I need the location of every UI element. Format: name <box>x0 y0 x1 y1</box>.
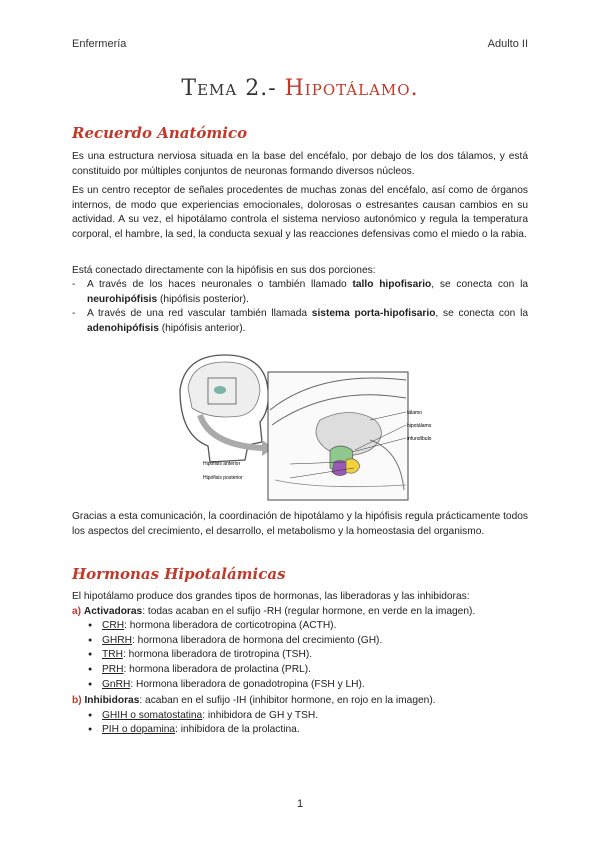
paragraph-3: Está conectado directamente con la hipófisis en sus dos porciones: <box>72 265 376 276</box>
hormone-item: ● GnRH: Hormona liberadora de gonadotropina (FSH y LH). <box>88 678 365 690</box>
paragraph-1: Es una estructura nerviosa situada en la base del encéfalo, por debajo de los dos tálamos, y está constituido por múltiples conjuntos de neuronas formando diversos núcleos. <box>72 151 528 177</box>
section-heading-anatomico: Recuerdo Anatómico <box>72 124 248 142</box>
header-right: Adulto II <box>487 38 528 50</box>
inhibidoras-heading: b) Inhibidoras: acaban en el sufijo -IH (inhibitor hormone, en rojo en la imagen). <box>72 695 436 707</box>
list-item: - A través de los haces neuronales o también llamado tallo hipofisario, se conecta con la neurohipófisis (hipófisis posterior). <box>72 279 529 305</box>
hormone-item: ● GHRH: hormona liberadora de hormona del crecimiento (GH). <box>88 634 383 646</box>
hormone-desc: : hormona liberadora de hormona del crecimiento (GH). <box>132 634 383 646</box>
header-left: Enfermería <box>72 38 127 50</box>
hormone-item: ● CRH: hormona liberadora de corticotropina (ACTH). <box>88 620 337 632</box>
hormone-abbr: PIH o dopamina <box>102 724 176 736</box>
hormone-abbr: PRH <box>102 663 124 675</box>
brain-hypophysis-figure <box>170 350 450 502</box>
page-title <box>0 76 600 101</box>
hormone-item: ● TRH: hormona liberadora de tirotropina (TSH). <box>88 649 313 661</box>
label-hipofisis-posterior: Hipófisis posterior <box>203 475 243 481</box>
title-prefix: Tema 2.- <box>181 76 277 101</box>
paragraph-2: Es un centro receptor de señales procedentes de muchas zonas del encéfalo, así como de órganos internos, de modo que experiencias emocionales, dolorosas o estresantes causan cambios en su actividad. A su vez, el hipotálamo controla el sistema nervioso autonómico y regula la temperatura corporal, el hambre, la sed, la conducta sexual y las reacciones defensivas como el miedo o la rabia. <box>72 185 528 240</box>
hormone-abbr: CRH <box>102 620 125 632</box>
page-number: 1 <box>296 798 304 810</box>
hormone-abbr: GHRH <box>102 634 132 646</box>
label-hipofisis-anterior: Hipófisis anterior <box>203 461 241 467</box>
label-hipotalamo: hipotálamo <box>407 423 432 429</box>
hormone-desc: : hormona liberadora de corticotropina (ACTH). <box>124 620 337 632</box>
activadoras-list <box>72 619 528 692</box>
hormone-desc: : inhibidora de la prolactina. <box>175 724 300 736</box>
hormones-intro: El hipotálamo produce dos grandes tipos de hormonas, las liberadoras y las inhibidoras: <box>72 591 470 602</box>
hormone-item: ● GHIH o somatostatina: inhibidora de GH y TSH. <box>88 709 319 721</box>
list-item: - A través de una red vascular también llamada sistema porta-hipofisario, se conecta con la adenohipófisis (hipófisis anterior). <box>72 308 528 334</box>
activadoras-heading: a) Activadoras: todas acaban en el sufijo -RH (regular hormone, en verde en la imagen). <box>72 605 476 617</box>
small-hypothalamus <box>214 386 226 394</box>
title-main: Hipotálamo. <box>284 76 419 101</box>
hormone-abbr: TRH <box>102 649 123 661</box>
zoom-arrow <box>200 415 262 448</box>
hormone-abbr: GHIH o somatostatina <box>102 709 203 721</box>
paragraph-4: Gracias a esta comunicación, la coordinación de hipotálamo y la hipófisis regula prácticamente todos los aspectos del crecimiento, el desarrollo, el metabolismo y la homeostasia del organismo. <box>72 511 528 537</box>
hormone-desc: : Hormona liberadora de gonadotropina (FSH y LH). <box>130 678 365 690</box>
section-heading-hormonas: Hormonas Hipotalámicas <box>72 565 286 583</box>
hormone-desc: : inhibidora de GH y TSH. <box>202 709 319 721</box>
hormones-section <box>72 590 528 738</box>
hormone-desc: : hormona liberadora de tirotropina (TSH). <box>122 649 313 661</box>
label-talamo: tálamo <box>407 410 423 416</box>
label-infundibulo: infundíbulo <box>407 436 432 442</box>
inhibidoras-list <box>72 709 528 738</box>
connection-list <box>72 278 528 336</box>
hormone-item: ● PIH o dopamina: inhibidora de la prolactina. <box>88 724 300 736</box>
hormone-abbr: GnRH <box>102 678 131 690</box>
hormone-item: ● PRH: hormona liberadora de prolactina (PRL). <box>88 663 311 675</box>
hormone-desc: : hormona liberadora de prolactina (PRL). <box>123 663 311 675</box>
